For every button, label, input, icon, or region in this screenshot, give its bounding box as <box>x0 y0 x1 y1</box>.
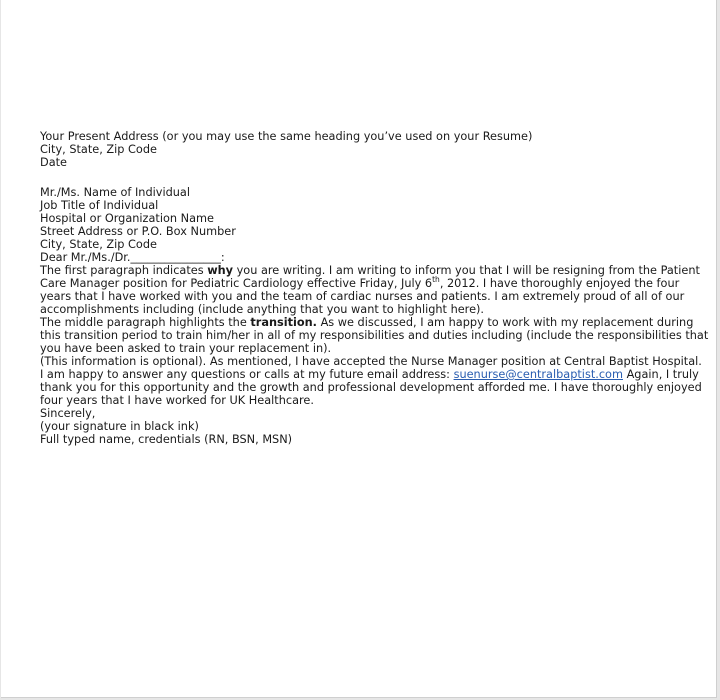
typed-name <box>40 433 690 446</box>
paragraph-2-line-1-rest: As we discussed, I am happy to work with my replacement during <box>316 316 694 329</box>
paragraph-3-line-3: thank you for this opportunity and the growth and professional development afforded me. I have thoroughly enjoyed <box>40 381 702 394</box>
recipient-street: Street Address or P.O. Box Number <box>40 225 236 238</box>
paragraph-3 <box>40 355 702 407</box>
email-link[interactable]: suenurse@centralbaptist.com <box>453 368 623 381</box>
document-page <box>1 0 717 698</box>
paragraph-1-line-3: years that I have worked with you and the team of cardiac nurses and patients. I am extremely proud of all of our <box>40 290 685 303</box>
paragraph-3-line-2 <box>40 368 699 381</box>
sender-block <box>40 130 690 169</box>
letter-body <box>40 130 709 446</box>
closing <box>40 407 690 420</box>
paragraph-2-line-2: this transition period to train him/her in all of my responsibilities and duties including (include the responsibilities that <box>40 329 709 342</box>
sender-address-line: Your Present Address (or you may use the same heading you’ve used on your Resume) <box>40 130 533 143</box>
paragraph-3-line-1: (This information is optional). As mentioned, I have accepted the Nurse Manager position at Central Baptist Hospital. <box>40 355 702 368</box>
paragraph-1-superscript: th <box>432 275 440 285</box>
sender-city-line: City, State, Zip Code <box>40 143 157 156</box>
recipient-name: Mr./Ms. Name of Individual <box>40 186 190 199</box>
paragraph-1-line-2-post: , 2012. I have thoroughly enjoyed the four <box>439 277 680 290</box>
salutation-text: Dear Mr./Ms./Dr.________________: <box>40 251 225 264</box>
typed-name-text: Full typed name, credentials (RN, BSN, MSN) <box>40 433 293 446</box>
paragraph-2-line-1 <box>40 316 694 329</box>
recipient-city: City, State, Zip Code <box>40 238 157 251</box>
paragraph-2 <box>40 316 709 355</box>
sender-date-line: Date <box>40 156 68 169</box>
signature-note-text: (your signature in black ink) <box>40 420 199 433</box>
paragraph-1-pre: The first paragraph indicates <box>40 264 208 277</box>
paragraph-2-bold: transition. <box>250 316 317 329</box>
paragraph-1-bold: why <box>207 264 234 277</box>
paragraph-1-line-2 <box>40 277 690 290</box>
paragraph-1 <box>40 264 700 316</box>
paragraph-3-line-2-pre: I am happy to answer any questions or calls at my future email address: <box>40 368 454 381</box>
paragraph-1-line-2-pre: Care Manager position for Pediatric Cardiology effective Friday, July 6 <box>40 277 433 290</box>
recipient-organization: Hospital or Organization Name <box>40 212 214 225</box>
paragraph-2-line-3: you have been asked to train your replacement in). <box>40 342 332 355</box>
paragraph-3-line-2-post: Again, I truly <box>622 368 699 381</box>
salutation <box>40 251 690 264</box>
paragraph-2-pre: The middle paragraph highlights the <box>40 316 251 329</box>
recipient-job-title: Job Title of Individual <box>40 199 159 212</box>
recipient-block <box>40 186 690 251</box>
paragraph-1-line-1-rest: you are writing. I am writing to inform you that I will be resigning from the Patient <box>233 264 700 277</box>
closing-text: Sincerely, <box>40 407 96 420</box>
signature-note <box>40 420 690 433</box>
paragraph-1-line-4: accomplishments including (include anything that you want to highlight here). <box>40 303 485 316</box>
paragraph-3-line-4: four years that I have worked for UK Healthcare. <box>40 394 314 407</box>
paragraph-1-line-1 <box>40 264 700 277</box>
